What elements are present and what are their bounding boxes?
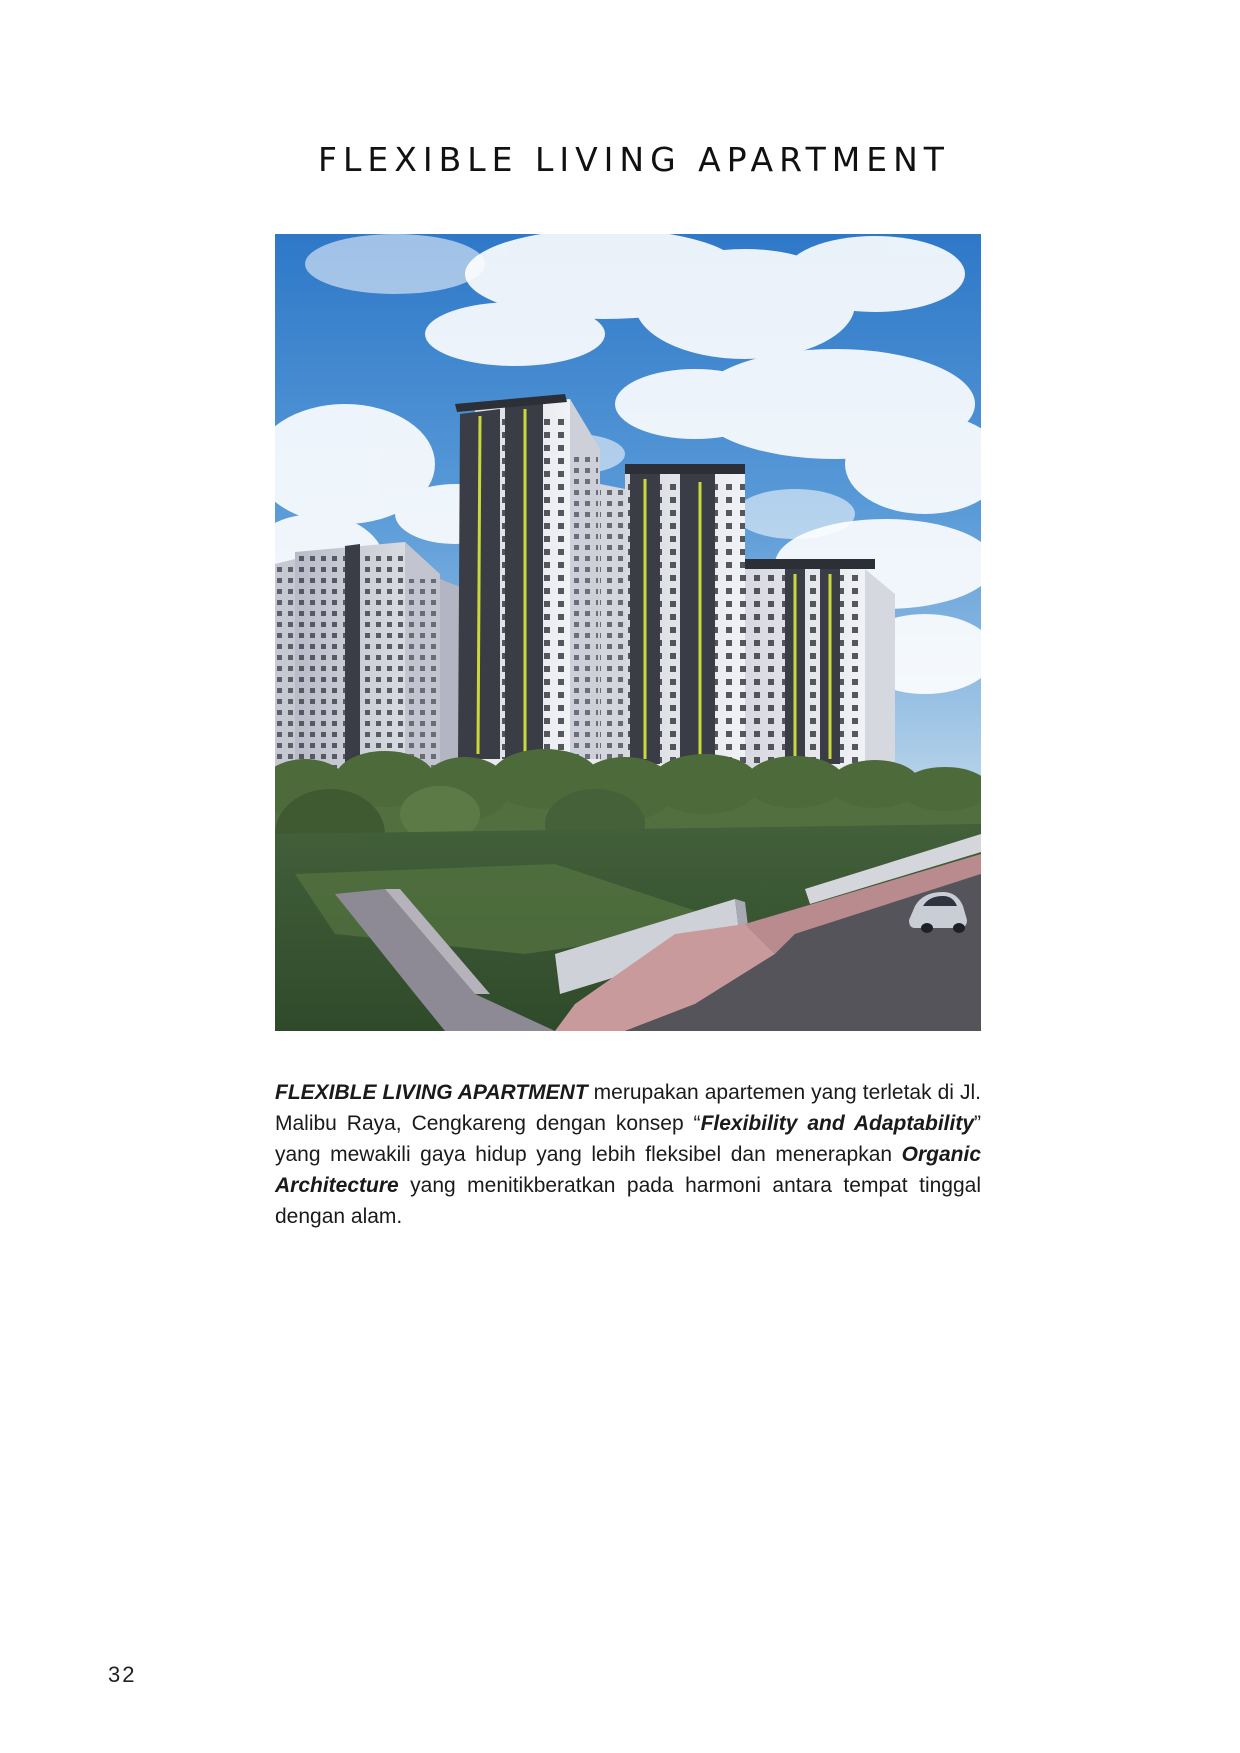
description-text: yang menitikberatkan pada harmoni antara tempat tinggal dengan alam. xyxy=(275,1174,981,1228)
apartment-rendering-image xyxy=(275,234,981,1031)
concept-emphasis: Flexibility and Adaptability xyxy=(700,1112,975,1135)
description-text: ” yang mewakili gaya hidup yang lebih fleksibel dan menerapkan xyxy=(275,1112,982,1166)
tower-far-left xyxy=(275,559,295,794)
page-number: 32 xyxy=(108,1662,137,1687)
architecture-emphasis: Organic Architecture xyxy=(275,1143,981,1197)
tower-main xyxy=(455,394,600,794)
description-paragraph xyxy=(275,1077,981,1232)
tower-center xyxy=(600,464,745,794)
tower-right xyxy=(745,559,895,794)
project-name-emphasis: FLEXIBLE LIVING APARTMENT xyxy=(275,1081,588,1104)
description-text: merupakan apartemen yang terletak di Jl. Malibu Raya, Cengkareng dengan konsep “ xyxy=(275,1081,981,1135)
page-title: FLEXIBLE LIVING APARTMENT xyxy=(318,140,950,179)
